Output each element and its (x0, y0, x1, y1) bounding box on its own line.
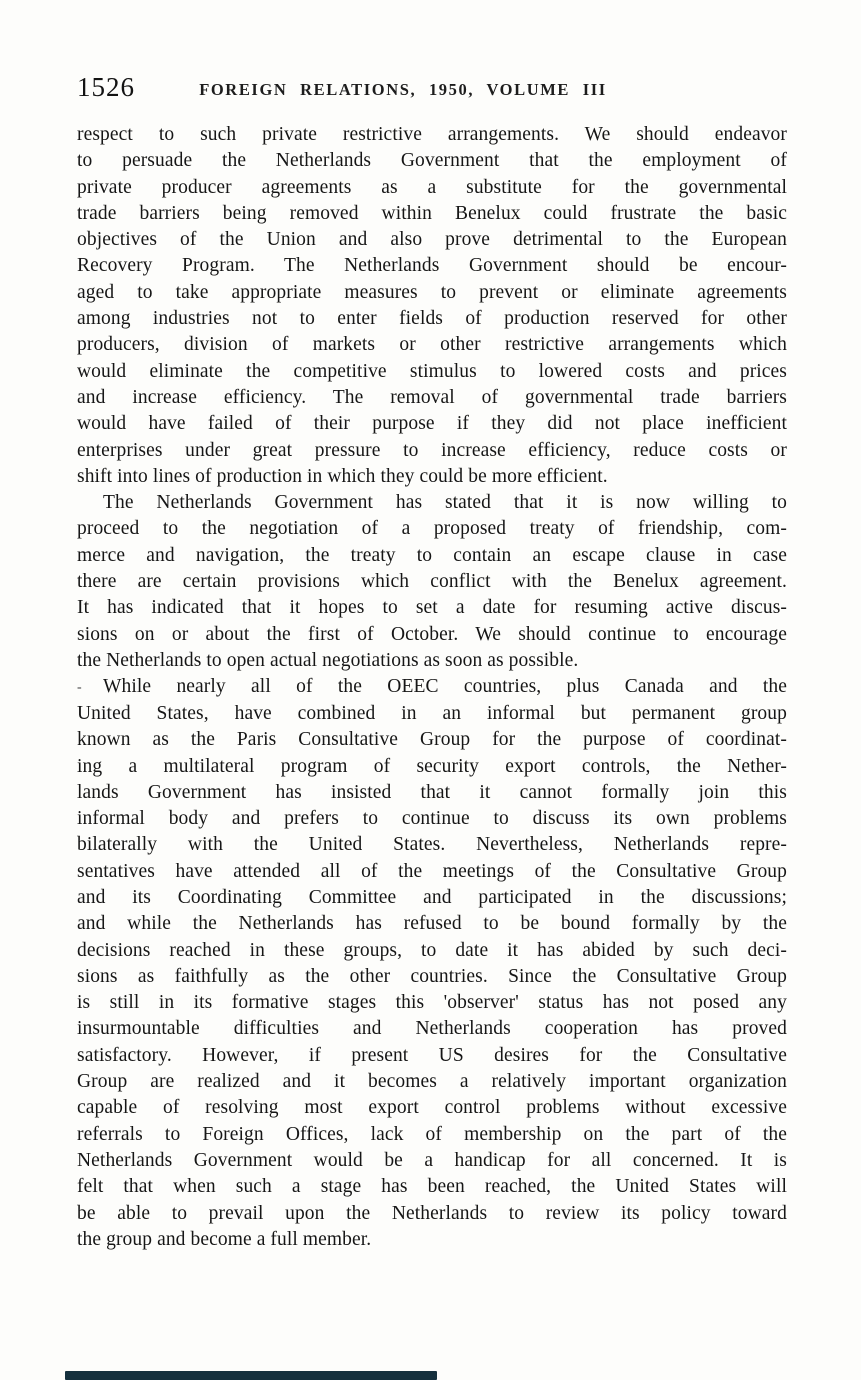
text-line: producers, division of markets or other restrictive arrangements which (77, 334, 787, 356)
text-line: would eliminate the competitive stimulus to lowered costs and prices (77, 360, 787, 382)
text-line: and its Coordinating Committee and participated in the discussions; (77, 886, 787, 908)
text-line: felt that when such a stage has been reached, the United States will (77, 1176, 787, 1198)
text-line: - While nearly all of the OEEC countries, plus Canada and the (77, 674, 787, 701)
text-line: shift into lines of production in which they could be more efficient. (77, 465, 608, 487)
text-line: ing a multilateral program of security export controls, the Nether- (77, 755, 787, 777)
text-line: Group are realized and it becomes a relatively important organization (77, 1071, 787, 1093)
scan-artifact-bar (65, 1371, 437, 1380)
page-header (77, 74, 787, 106)
text-line: there are certain provisions which conflict with the Benelux agreement. (77, 571, 787, 593)
text-line: to persuade the Netherlands Government that the employment of (77, 150, 787, 172)
text-line: private producer agreements as a substitute for the governmental (77, 176, 787, 198)
text-line: and increase efficiency. The removal of governmental trade barriers (77, 386, 787, 408)
text-line: informal body and prefers to continue to discuss its own problems (77, 808, 787, 830)
text-line: enterprises under great pressure to increase efficiency, reduce costs or (77, 439, 787, 461)
text-line: known as the Paris Consultative Group for the purpose of coordinat- (77, 729, 787, 751)
text-line: objectives of the Union and also prove detrimental to the European (77, 229, 787, 251)
text-line: the group and become a full member. (77, 1228, 372, 1250)
paragraph-indent: - (77, 679, 82, 695)
text-line: satisfactory. However, if present US desires for the Consultative (77, 1044, 787, 1066)
text-line: Netherlands Government would be a handicap for all concerned. It is (77, 1149, 787, 1171)
text-line: sions on or about the first of October. We should continue to encourage (77, 623, 787, 645)
text-line: The Netherlands Government has stated that it is now willing to (103, 492, 787, 514)
text-line: insurmountable difficulties and Netherlands cooperation has proved (77, 1018, 787, 1040)
text-line: among industries not to enter fields of production reserved for other (77, 308, 787, 330)
text-line: would have failed of their purpose if they did not place inefficient (77, 413, 787, 435)
text-line: trade barriers being removed within Benelux could frustrate the basic (77, 202, 787, 224)
text-line: referrals to Foreign Offices, lack of membership on the part of the (77, 1123, 787, 1145)
running-header: FOREIGN RELATIONS, 1950, VOLUME III (199, 80, 607, 99)
text-line: decisions reached in these groups, to date it has abided by such deci- (77, 939, 787, 961)
text-line: sions as faithfully as the other countries. Since the Consultative Group (77, 965, 787, 987)
text-line: Recovery Program. The Netherlands Government should be encour- (77, 255, 787, 277)
text-line: capable of resolving most export control problems without excessive (77, 1097, 787, 1119)
text-line: respect to such private restrictive arrangements. We should endeavor (77, 124, 787, 145)
text-line: bilaterally with the United States. Nevertheless, Netherlands repre- (77, 834, 787, 856)
text-line: lands Government has insisted that it cannot formally join this (77, 781, 787, 803)
text-line: It has indicated that it hopes to set a date for resuming active discus- (77, 597, 787, 619)
text-line: the Netherlands to open actual negotiations as soon as possible. (77, 649, 579, 671)
text-line: United States, have combined in an informal but permanent group (77, 702, 787, 724)
text-line: be able to prevail upon the Netherlands to review its policy toward (77, 1202, 787, 1224)
text-line: is still in its formative stages this 'observer' status has not posed any (77, 992, 787, 1014)
text-block (77, 122, 787, 1253)
text-line: merce and navigation, the treaty to contain an escape clause in case (77, 544, 787, 566)
text-line: and while the Netherlands has refused to be bound formally by the (77, 913, 787, 935)
text-line: aged to take appropriate measures to prevent or eliminate agreements (77, 281, 787, 303)
page-number: 1526 (77, 72, 135, 102)
text-line: proceed to the negotiation of a proposed treaty of friendship, com- (77, 518, 787, 540)
text-line: sentatives have attended all of the meetings of the Consultative Group (77, 860, 787, 882)
